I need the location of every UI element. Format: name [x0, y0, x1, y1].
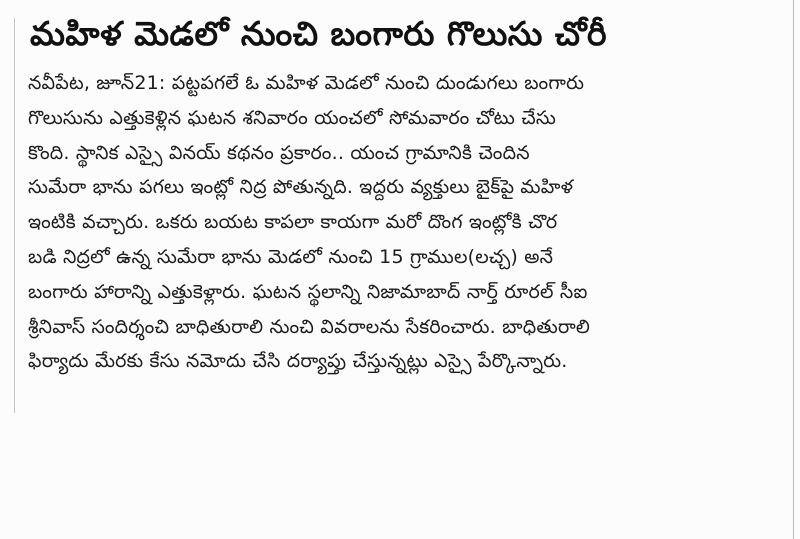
column-rule-left	[14, 18, 15, 413]
body-line: శ్రీనివాస్ సందిర్శంచి బాధితురాలి నుంచి వివరాలను సేకరించారు. బాధితురాలి	[28, 315, 591, 338]
body-line: సుమేరా భాను పగలు ఇంట్లో నిద్ర పోతున్నది. ఇద్దరు వ్యక్తులు బైక్‌పై మహిళ	[28, 176, 574, 199]
body-line: కొంది. స్థానిక ఎస్సై వినయ్ కథనం ప్రకారం.. యంచ గ్రామానికి చెందిన	[28, 141, 530, 164]
body-line: గొలుసును ఎత్తుకెళ్లిన ఘటన శనివారం యంచలో సోమవారం చోటు చేసు	[28, 106, 557, 129]
body-line: బంగారు హారాన్ని ఎత్తుకెళ్లారు. ఘటన స్థలాన్ని నిజామాబాద్ నార్త్ రూరల్ సీఐ	[28, 280, 588, 303]
headline: మహిళ మెడలో నుంచి బంగారు గొలుసు చోరీ	[30, 14, 608, 53]
article-body	[28, 66, 794, 379]
body-line: బడి నిద్రలో ఉన్న సుమేరా భాను మెడలో నుంచి 15 గ్రాముల(లచ్చ) అనే	[28, 245, 554, 268]
body-line: ఫిర్యాదు మేరకు కేసు నమోదు చేసి దర్యాప్తు చేస్తున్నట్లు ఎస్సై పేర్కొన్నారు.	[28, 350, 568, 373]
body-line: నవీపేట, జూన్21: పట్టపగలే ఓ మహిళ మెడలో నుంచి దుండుగలు బంగారు	[28, 72, 585, 94]
body-line: ఇంటికి వచ్చారు. ఒకరు బయట కాపలా కాయగా మరో దొంగ ఇంట్లోకి చొర	[28, 211, 558, 234]
